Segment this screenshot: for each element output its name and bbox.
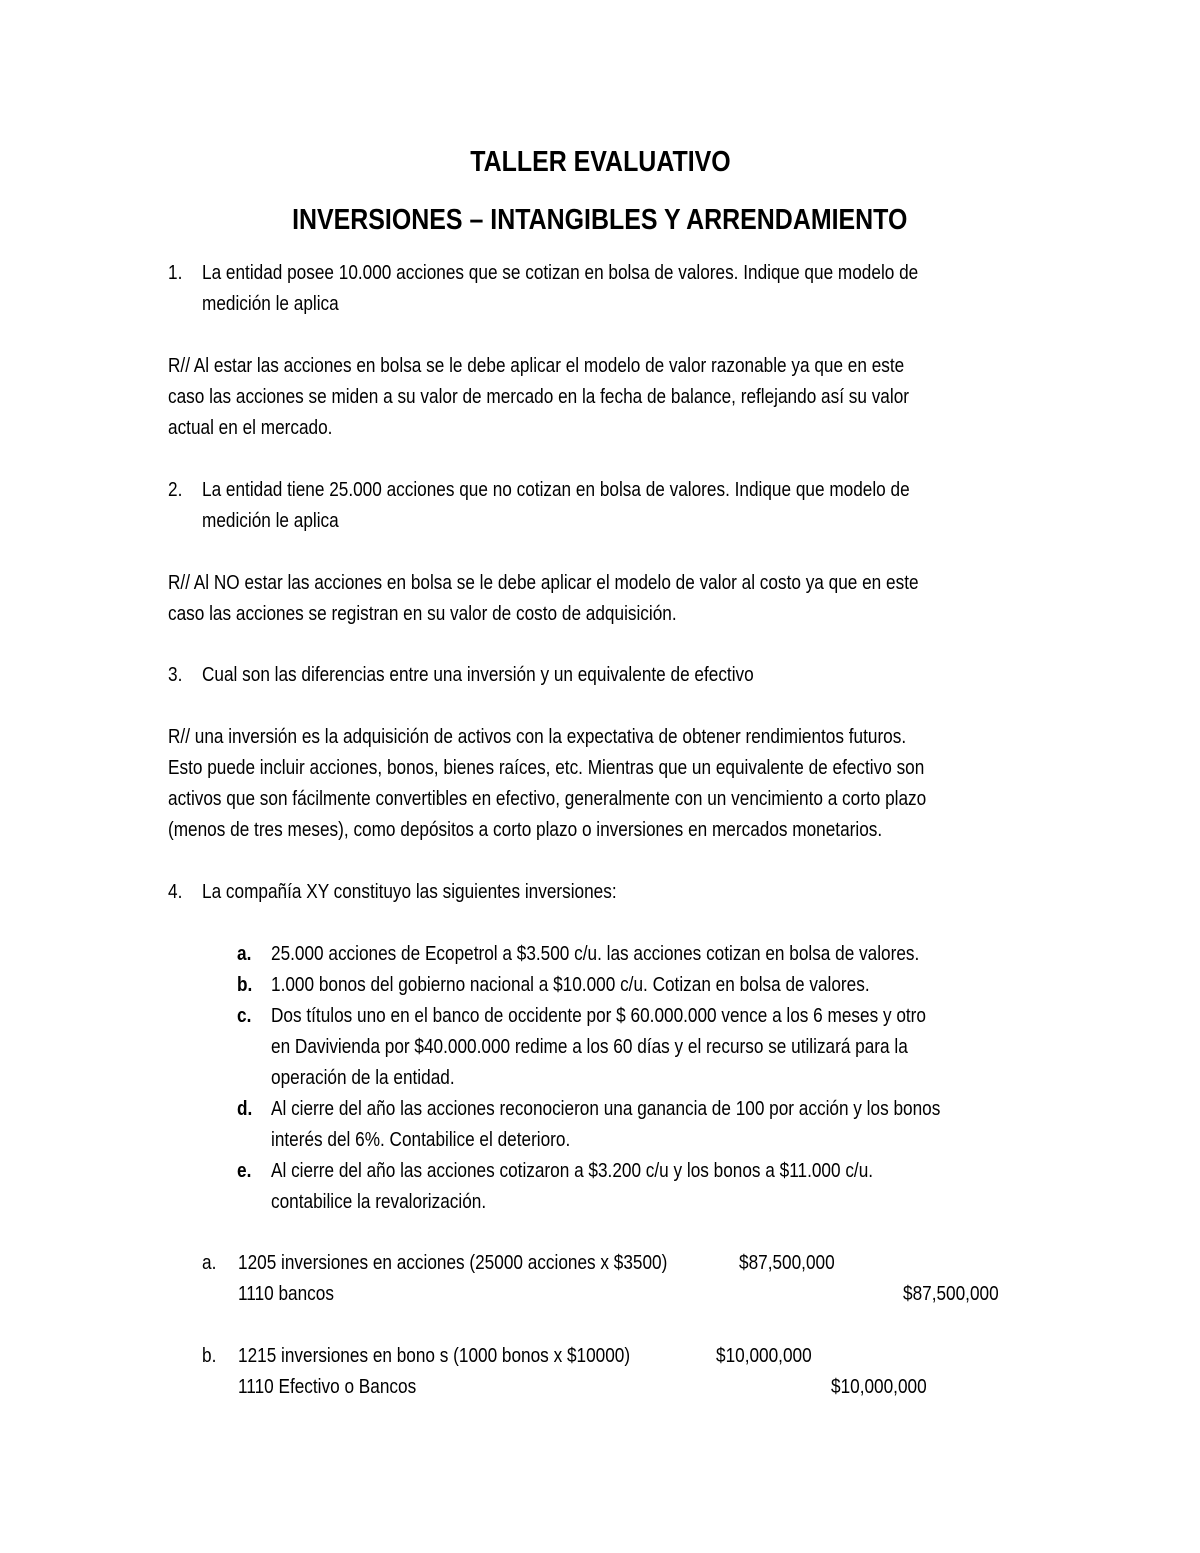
answer-2-line2: caso las acciones se registran en su valor de costo de adquisición.	[168, 603, 677, 625]
question-2-text-line1: La entidad tiene 25.000 acciones que no cotizan en bolsa de valores. Indique que modelo de	[202, 479, 910, 501]
item-e-line1: Al cierre del año las acciones cotizaron a $3.200 c/u y los bonos a $11.000 c/u.	[271, 1160, 874, 1182]
item-d-line2: interés del 6%. Contabilice el deterioro.	[271, 1129, 571, 1151]
answer-1-line3: actual en el mercado.	[168, 417, 333, 439]
item-e-line2: contabilice la revalorización.	[271, 1191, 487, 1213]
answer-3-line3: activos que son fácilmente convertibles en efectivo, generalmente con un vencimiento a corto plazo	[168, 788, 927, 810]
item-d-line1: Al cierre del año las acciones reconocieron una ganancia de 100 por acción y los bonos	[271, 1098, 941, 1120]
item-a-line1: 25.000 acciones de Ecopetrol a $3.500 c/u. las acciones cotizan en bolsa de valores.	[271, 943, 920, 965]
question-2-number: 2.	[168, 479, 183, 501]
item-c-line3: operación de la entidad.	[271, 1067, 455, 1089]
entry-b-debit-account: 1215 inversiones en bono s (1000 bonos x $10000)	[238, 1345, 631, 1367]
item-c-line2: en Davivienda por $40.000.000 redime a los 60 días y el recurso se utilizará para la	[271, 1036, 908, 1058]
answer-2-line1: R// Al NO estar las acciones en bolsa se le debe aplicar el modelo de valor al costo ya que en este	[168, 572, 919, 594]
entry-a-debit-account: 1205 inversiones en acciones (25000 acciones x $3500)	[238, 1252, 668, 1274]
item-a-letter: a.	[237, 943, 252, 965]
entry-a-debit-amount: $87,500,000	[739, 1252, 835, 1274]
answer-3-line2: Esto puede incluir acciones, bonos, bienes raíces, etc. Mientras que un equivalente de efectivo son	[168, 757, 925, 779]
item-b-letter: b.	[237, 974, 253, 996]
entry-b-debit-amount: $10,000,000	[716, 1345, 812, 1367]
item-c-letter: c.	[237, 1005, 252, 1027]
entry-b-credit-account: 1110 Efectivo o Bancos	[238, 1376, 417, 1398]
question-3-number: 3.	[168, 664, 183, 686]
document-title: TALLER EVALUATIVO	[469, 146, 731, 178]
question-2-text-line2: medición le aplica	[202, 510, 339, 532]
question-4-number: 4.	[168, 881, 183, 903]
answer-3-line4: (menos de tres meses), como depósitos a corto plazo o inversiones en mercados monetarios.	[168, 819, 883, 841]
item-c-line1: Dos títulos uno en el banco de occidente por $ 60.000.000 vence a los 6 meses y otro	[271, 1005, 926, 1027]
question-3-text-line1: Cual son las diferencias entre una inversión y un equivalente de efectivo	[202, 664, 754, 686]
entry-b-letter: b.	[202, 1345, 217, 1367]
question-1-text-line1: La entidad posee 10.000 acciones que se cotizan en bolsa de valores. Indique que modelo de	[202, 262, 919, 284]
question-1-number: 1.	[168, 262, 183, 284]
question-1-text-line2: medición le aplica	[202, 293, 339, 315]
item-b-line1: 1.000 bonos del gobierno nacional a $10.000 c/u. Cotizan en bolsa de valores.	[271, 974, 870, 996]
answer-3-line1: R// una inversión es la adquisición de activos con la expectativa de obtener rendimientos futuros.	[168, 726, 907, 748]
item-d-letter: d.	[237, 1098, 253, 1120]
item-e-letter: e.	[237, 1160, 252, 1182]
entry-a-letter: a.	[202, 1252, 217, 1274]
entry-a-credit-account: 1110 bancos	[238, 1283, 334, 1305]
question-4-text-line1: La compañía XY constituyo las siguientes inversiones:	[202, 881, 617, 903]
answer-1-line1: R// Al estar las acciones en bolsa se le debe aplicar el modelo de valor razonable ya que en este	[168, 355, 905, 377]
entry-a-credit-amount: $87,500,000	[903, 1283, 999, 1305]
entry-b-credit-amount: $10,000,000	[831, 1376, 927, 1398]
answer-1-line2: caso las acciones se miden a su valor de mercado en la fecha de balance, reflejando así su valor	[168, 386, 909, 408]
document-subtitle: INVERSIONES – INTANGIBLES Y ARRENDAMIENTO	[292, 204, 908, 236]
